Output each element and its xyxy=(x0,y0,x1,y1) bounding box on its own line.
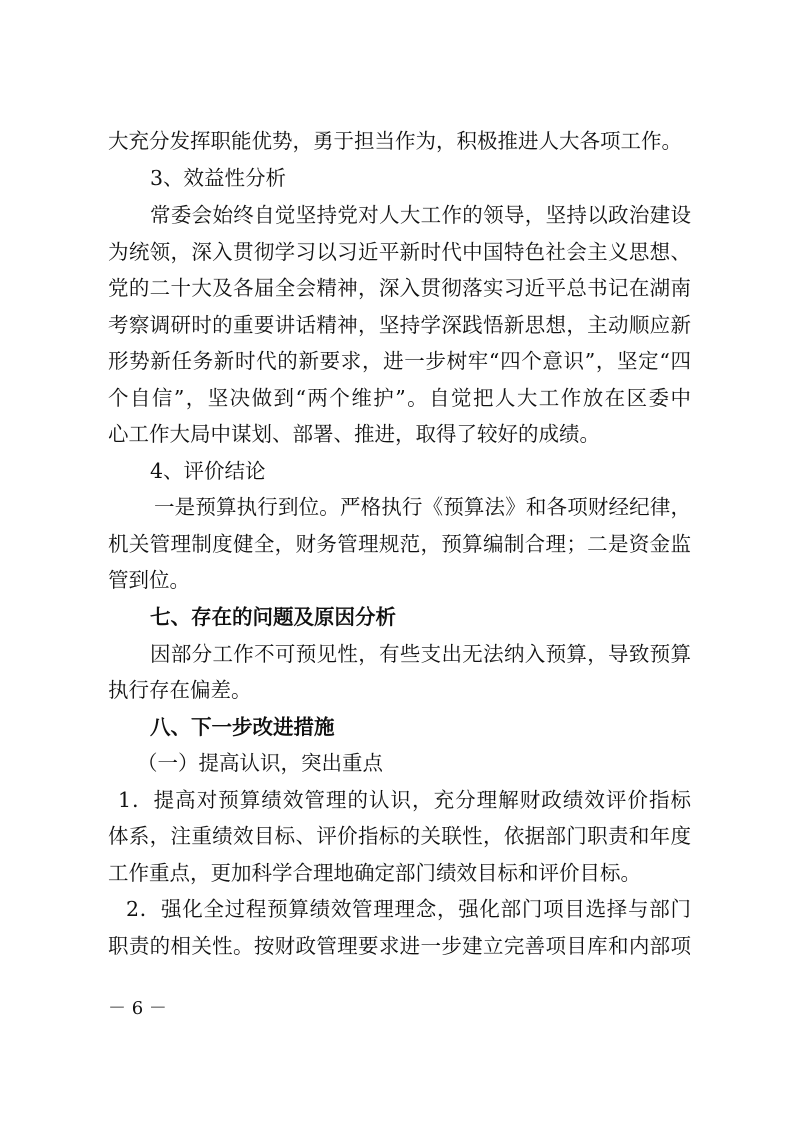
text-line: 形势新任务新时代的新要求，进一步树牢“四个意识”，坚定“四 xyxy=(108,349,691,373)
text-line: 个自信”，坚决做到“两个维护”。自觉把人大工作放在区委中 xyxy=(108,386,691,410)
text-line: 机关管理制度健全，财务管理规范，预算编制合理；二是资金监 xyxy=(108,532,691,556)
text-line: 考察调研时的重要讲话精神，坚持学深践悟新思想，主动顺应新 xyxy=(108,313,691,337)
text-line: 管到位。 xyxy=(108,568,190,592)
text-line: 一是预算执行到位。严格执行《预算法》和各项财经纪律， xyxy=(154,495,691,519)
text-line: 职责的相关性。按财政管理要求进一步建立完善项目库和内部项 xyxy=(108,934,691,958)
text-line: 因部分工作不可预见性，有些支出无法纳入预算，导致预算 xyxy=(150,642,691,666)
section-heading: 4、评价结论 xyxy=(150,459,266,483)
text-line: 大充分发挥职能优势，勇于担当作为，积极推进人大各项工作。 xyxy=(108,129,682,153)
chapter-heading: 八、下一步改进措施 xyxy=(150,715,335,739)
chapter-heading: 七、存在的问题及原因分析 xyxy=(150,605,396,629)
text-line: 常委会始终自觉坚持党对人大工作的领导，坚持以政治建设 xyxy=(150,203,691,227)
text-line: 1．提高对预算绩效管理的认识，充分理解财政绩效评价指标 xyxy=(118,788,691,812)
text-line: 2．强化全过程预算绩效管理理念，强化部门项目选择与部门 xyxy=(126,897,691,921)
subsection-heading: （一）提高认识，突出重点 xyxy=(137,751,383,775)
text-line: 为统领，深入贯彻学习以习近平新时代中国特色社会主义思想、 xyxy=(108,240,691,264)
text-line: 心工作大局中谋划、部署、推进，取得了较好的成绩。 xyxy=(108,422,600,446)
text-line: 执行存在偏差。 xyxy=(108,678,252,702)
section-heading: 3、效益性分析 xyxy=(150,166,287,190)
page-number: － 6 － xyxy=(108,998,167,1019)
text-line: 工作重点，更加科学合理地确定部门绩效目标和评价目标。 xyxy=(108,861,641,885)
text-line: 党的二十大及各届全会精神，深入贯彻落实习近平总书记在湖南 xyxy=(108,276,691,300)
text-line: 体系，注重绩效目标、评价指标的关联性，依据部门职责和年度 xyxy=(108,824,691,848)
